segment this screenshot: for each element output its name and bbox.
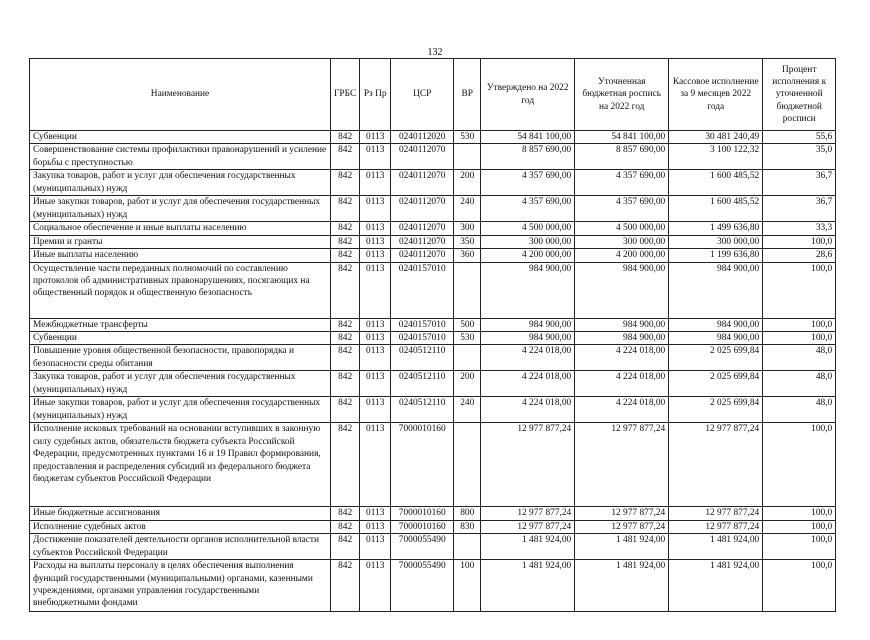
cell-name: Субвенции <box>30 131 331 144</box>
table-body <box>30 131 836 612</box>
cell-cash: 30 481 240,49 <box>669 131 763 144</box>
cell-csr: 0240157010 <box>391 318 454 331</box>
table-row <box>30 318 836 331</box>
cell-grbs: 842 <box>331 249 360 262</box>
header-vr: ВР <box>454 59 481 131</box>
cell-approved: 12 977 877,24 <box>481 507 575 520</box>
table-row <box>30 144 836 170</box>
cell-csr: 0240512110 <box>391 371 454 397</box>
cell-name: Субвенции <box>30 332 331 345</box>
cell-refined: 1 481 924,00 <box>575 534 669 560</box>
cell-vr: 200 <box>454 170 481 196</box>
cell-vr <box>454 423 481 507</box>
cell-csr: 0240112070 <box>391 196 454 222</box>
cell-grbs: 842 <box>331 520 360 533</box>
cell-vr: 240 <box>454 397 481 423</box>
cell-approved: 12 977 877,24 <box>481 423 575 507</box>
cell-refined: 984 900,00 <box>575 318 669 331</box>
cell-approved: 4 224 018,00 <box>481 397 575 423</box>
cell-percent: 100,0 <box>763 507 836 520</box>
table-row <box>30 371 836 397</box>
header-cash: Кассовое исполнение за 9 месяцев 2022 года <box>669 59 763 131</box>
table-row <box>30 235 836 248</box>
cell-percent: 100,0 <box>763 560 836 612</box>
cell-refined: 54 841 100,00 <box>575 131 669 144</box>
cell-percent: 28,6 <box>763 249 836 262</box>
cell-csr: 7000010160 <box>391 423 454 507</box>
cell-grbs: 842 <box>331 170 360 196</box>
cell-refined: 12 977 877,24 <box>575 507 669 520</box>
cell-vr: 830 <box>454 520 481 533</box>
cell-vr <box>454 144 481 170</box>
table-row <box>30 560 836 612</box>
table-row <box>30 222 836 235</box>
cell-grbs: 842 <box>331 560 360 612</box>
cell-percent: 36,7 <box>763 170 836 196</box>
cell-rzpr: 0113 <box>360 249 391 262</box>
header-approved: Утверждено на 2022 год <box>481 59 575 131</box>
table-row <box>30 520 836 533</box>
cell-vr: 530 <box>454 131 481 144</box>
cell-approved: 4 224 018,00 <box>481 345 575 371</box>
cell-name: Иные бюджетные ассигнования <box>30 507 331 520</box>
cell-cash: 1 600 485,52 <box>669 196 763 222</box>
cell-refined: 984 900,00 <box>575 332 669 345</box>
cell-csr: 7000010160 <box>391 520 454 533</box>
cell-grbs: 842 <box>331 262 360 318</box>
cell-refined: 4 224 018,00 <box>575 345 669 371</box>
cell-vr: 300 <box>454 222 481 235</box>
cell-name: Расходы на выплаты персоналу в целях обеспечения выполнения функций государственными (муниципальными) органами, казенными учреждениями, органами управления государственными внебюджетными фондами <box>30 560 331 612</box>
cell-grbs: 842 <box>331 423 360 507</box>
cell-vr: 360 <box>454 249 481 262</box>
cell-rzpr: 0113 <box>360 507 391 520</box>
cell-grbs: 842 <box>331 332 360 345</box>
cell-rzpr: 0113 <box>360 520 391 533</box>
cell-name: Иные закупки товаров, работ и услуг для обеспечения государственных (муниципальных) нужд <box>30 397 331 423</box>
cell-csr: 7000055490 <box>391 534 454 560</box>
cell-rzpr: 0113 <box>360 332 391 345</box>
cell-approved: 8 857 690,00 <box>481 144 575 170</box>
cell-csr: 0240112020 <box>391 131 454 144</box>
cell-vr: 240 <box>454 196 481 222</box>
cell-rzpr: 0113 <box>360 397 391 423</box>
cell-rzpr: 0113 <box>360 345 391 371</box>
cell-rzpr: 0113 <box>360 131 391 144</box>
table-row <box>30 423 836 507</box>
cell-name: Совершенствование системы профилактики правонарушений и усиление борьбы с преступностью <box>30 144 331 170</box>
table-row <box>30 345 836 371</box>
cell-percent: 55,6 <box>763 131 836 144</box>
cell-percent: 36,7 <box>763 196 836 222</box>
cell-rzpr: 0113 <box>360 235 391 248</box>
cell-approved: 4 357 690,00 <box>481 170 575 196</box>
cell-refined: 300 000,00 <box>575 235 669 248</box>
cell-grbs: 842 <box>331 144 360 170</box>
cell-csr: 0240112070 <box>391 249 454 262</box>
cell-name: Социальное обеспечение и иные выплаты населению <box>30 222 331 235</box>
cell-grbs: 842 <box>331 397 360 423</box>
cell-name: Повышение уровня общественной безопасности, правопорядка и безопасности среды обитания <box>30 345 331 371</box>
cell-rzpr: 0113 <box>360 318 391 331</box>
table-row <box>30 534 836 560</box>
cell-name: Исполнение судебных актов <box>30 520 331 533</box>
table-row <box>30 131 836 144</box>
cell-csr: 0240112070 <box>391 170 454 196</box>
cell-grbs: 842 <box>331 371 360 397</box>
cell-grbs: 842 <box>331 222 360 235</box>
cell-vr: 500 <box>454 318 481 331</box>
cell-refined: 12 977 877,24 <box>575 423 669 507</box>
cell-cash: 984 900,00 <box>669 318 763 331</box>
cell-name: Достижение показателей деятельности органов исполнительной власти субъектов Российской Федерации <box>30 534 331 560</box>
cell-percent: 100,0 <box>763 534 836 560</box>
cell-csr: 7000010160 <box>391 507 454 520</box>
cell-csr: 0240512110 <box>391 397 454 423</box>
cell-grbs: 842 <box>331 196 360 222</box>
table-row <box>30 262 836 318</box>
cell-vr <box>454 262 481 318</box>
cell-percent: 100,0 <box>763 318 836 331</box>
cell-rzpr: 0113 <box>360 170 391 196</box>
table-header-row <box>30 59 836 131</box>
table-row <box>30 249 836 262</box>
page-number: 132 <box>427 47 443 58</box>
cell-refined: 1 481 924,00 <box>575 560 669 612</box>
cell-csr: 0240512110 <box>391 345 454 371</box>
cell-refined: 4 357 690,00 <box>575 196 669 222</box>
cell-rzpr: 0113 <box>360 560 391 612</box>
cell-rzpr: 0113 <box>360 534 391 560</box>
cell-approved: 984 900,00 <box>481 262 575 318</box>
header-grbs: ГРБС <box>331 59 360 131</box>
cell-name: Межбюджетные трансферты <box>30 318 331 331</box>
cell-percent: 48,0 <box>763 345 836 371</box>
cell-vr: 200 <box>454 371 481 397</box>
header-rzpr: Рз Пр <box>360 59 391 131</box>
cell-grbs: 842 <box>331 235 360 248</box>
cell-name: Закупка товаров, работ и услуг для обеспечения государственных (муниципальных) нужд <box>30 371 331 397</box>
cell-cash: 12 977 877,24 <box>669 520 763 533</box>
cell-refined: 4 200 000,00 <box>575 249 669 262</box>
cell-name: Иные выплаты населению <box>30 249 331 262</box>
cell-vr: 800 <box>454 507 481 520</box>
cell-approved: 12 977 877,24 <box>481 520 575 533</box>
cell-rzpr: 0113 <box>360 262 391 318</box>
header-name: Наименование <box>30 59 331 131</box>
cell-refined: 4 224 018,00 <box>575 397 669 423</box>
cell-cash: 12 977 877,24 <box>669 507 763 520</box>
cell-approved: 300 000,00 <box>481 235 575 248</box>
table-row <box>30 170 836 196</box>
cell-approved: 984 900,00 <box>481 332 575 345</box>
cell-percent: 48,0 <box>763 397 836 423</box>
cell-vr <box>454 534 481 560</box>
cell-refined: 4 224 018,00 <box>575 371 669 397</box>
cell-cash: 1 481 924,00 <box>669 560 763 612</box>
cell-approved: 4 200 000,00 <box>481 249 575 262</box>
cell-cash: 1 481 924,00 <box>669 534 763 560</box>
cell-percent: 48,0 <box>763 371 836 397</box>
cell-csr: 0240112070 <box>391 235 454 248</box>
cell-cash: 2 025 699,84 <box>669 397 763 423</box>
cell-cash: 2 025 699,84 <box>669 371 763 397</box>
cell-refined: 4 500 000,00 <box>575 222 669 235</box>
cell-name: Осуществление части переданных полномочий по составлению протоколов об административных правонарушениях, посягающих на общественный порядок и общественную безопасность <box>30 262 331 318</box>
cell-name: Исполнение исковых требований на основании вступивших в законную силу судебных актов, обязательств бюджета субъекта Российской Федерации, предусмотренных пунктами 16 и 19 Правил формирования, предоставления и распределения субсидий из федерального бюджета бюджетам субъектов Российской Федерации <box>30 423 331 507</box>
cell-grbs: 842 <box>331 345 360 371</box>
cell-percent: 100,0 <box>763 520 836 533</box>
cell-cash: 984 900,00 <box>669 332 763 345</box>
cell-rzpr: 0113 <box>360 144 391 170</box>
cell-grbs: 842 <box>331 534 360 560</box>
cell-approved: 54 841 100,00 <box>481 131 575 144</box>
header-percent: Процент исполнения к уточненной бюджетной росписи <box>763 59 836 131</box>
cell-csr: 0240112070 <box>391 144 454 170</box>
cell-refined: 4 357 690,00 <box>575 170 669 196</box>
cell-approved: 4 224 018,00 <box>481 371 575 397</box>
cell-cash: 300 000,00 <box>669 235 763 248</box>
cell-rzpr: 0113 <box>360 196 391 222</box>
table-row <box>30 332 836 345</box>
cell-csr: 0240112070 <box>391 222 454 235</box>
cell-refined: 984 900,00 <box>575 262 669 318</box>
cell-refined: 12 977 877,24 <box>575 520 669 533</box>
cell-approved: 1 481 924,00 <box>481 560 575 612</box>
cell-percent: 35,0 <box>763 144 836 170</box>
table-row <box>30 397 836 423</box>
cell-vr: 350 <box>454 235 481 248</box>
cell-vr: 100 <box>454 560 481 612</box>
cell-approved: 4 500 000,00 <box>481 222 575 235</box>
cell-refined: 8 857 690,00 <box>575 144 669 170</box>
cell-name: Закупка товаров, работ и услуг для обеспечения государственных (муниципальных) нужд <box>30 170 331 196</box>
cell-cash: 1 600 485,52 <box>669 170 763 196</box>
cell-percent: 100,0 <box>763 332 836 345</box>
cell-rzpr: 0113 <box>360 222 391 235</box>
cell-cash: 3 100 122,32 <box>669 144 763 170</box>
cell-vr: 530 <box>454 332 481 345</box>
cell-cash: 1 199 636,80 <box>669 249 763 262</box>
cell-cash: 12 977 877,24 <box>669 423 763 507</box>
cell-percent: 100,0 <box>763 423 836 507</box>
cell-percent: 100,0 <box>763 235 836 248</box>
cell-csr: 0240157010 <box>391 262 454 318</box>
cell-csr: 0240157010 <box>391 332 454 345</box>
cell-approved: 4 357 690,00 <box>481 196 575 222</box>
cell-approved: 984 900,00 <box>481 318 575 331</box>
header-csr: ЦСР <box>391 59 454 131</box>
table-row <box>30 507 836 520</box>
cell-rzpr: 0113 <box>360 423 391 507</box>
cell-vr <box>454 345 481 371</box>
cell-cash: 984 900,00 <box>669 262 763 318</box>
cell-grbs: 842 <box>331 131 360 144</box>
cell-name: Премии и гранты <box>30 235 331 248</box>
cell-csr: 7000055490 <box>391 560 454 612</box>
cell-percent: 33,3 <box>763 222 836 235</box>
cell-name: Иные закупки товаров, работ и услуг для обеспечения государственных (муниципальных) нужд <box>30 196 331 222</box>
cell-approved: 1 481 924,00 <box>481 534 575 560</box>
cell-grbs: 842 <box>331 507 360 520</box>
cell-grbs: 842 <box>331 318 360 331</box>
table-row <box>30 196 836 222</box>
header-refined: Уточненная бюджетная роспись на 2022 год <box>575 59 669 131</box>
cell-cash: 1 499 636,80 <box>669 222 763 235</box>
cell-cash: 2 025 699,84 <box>669 345 763 371</box>
budget-table <box>29 58 836 612</box>
cell-percent: 100,0 <box>763 262 836 318</box>
cell-rzpr: 0113 <box>360 371 391 397</box>
